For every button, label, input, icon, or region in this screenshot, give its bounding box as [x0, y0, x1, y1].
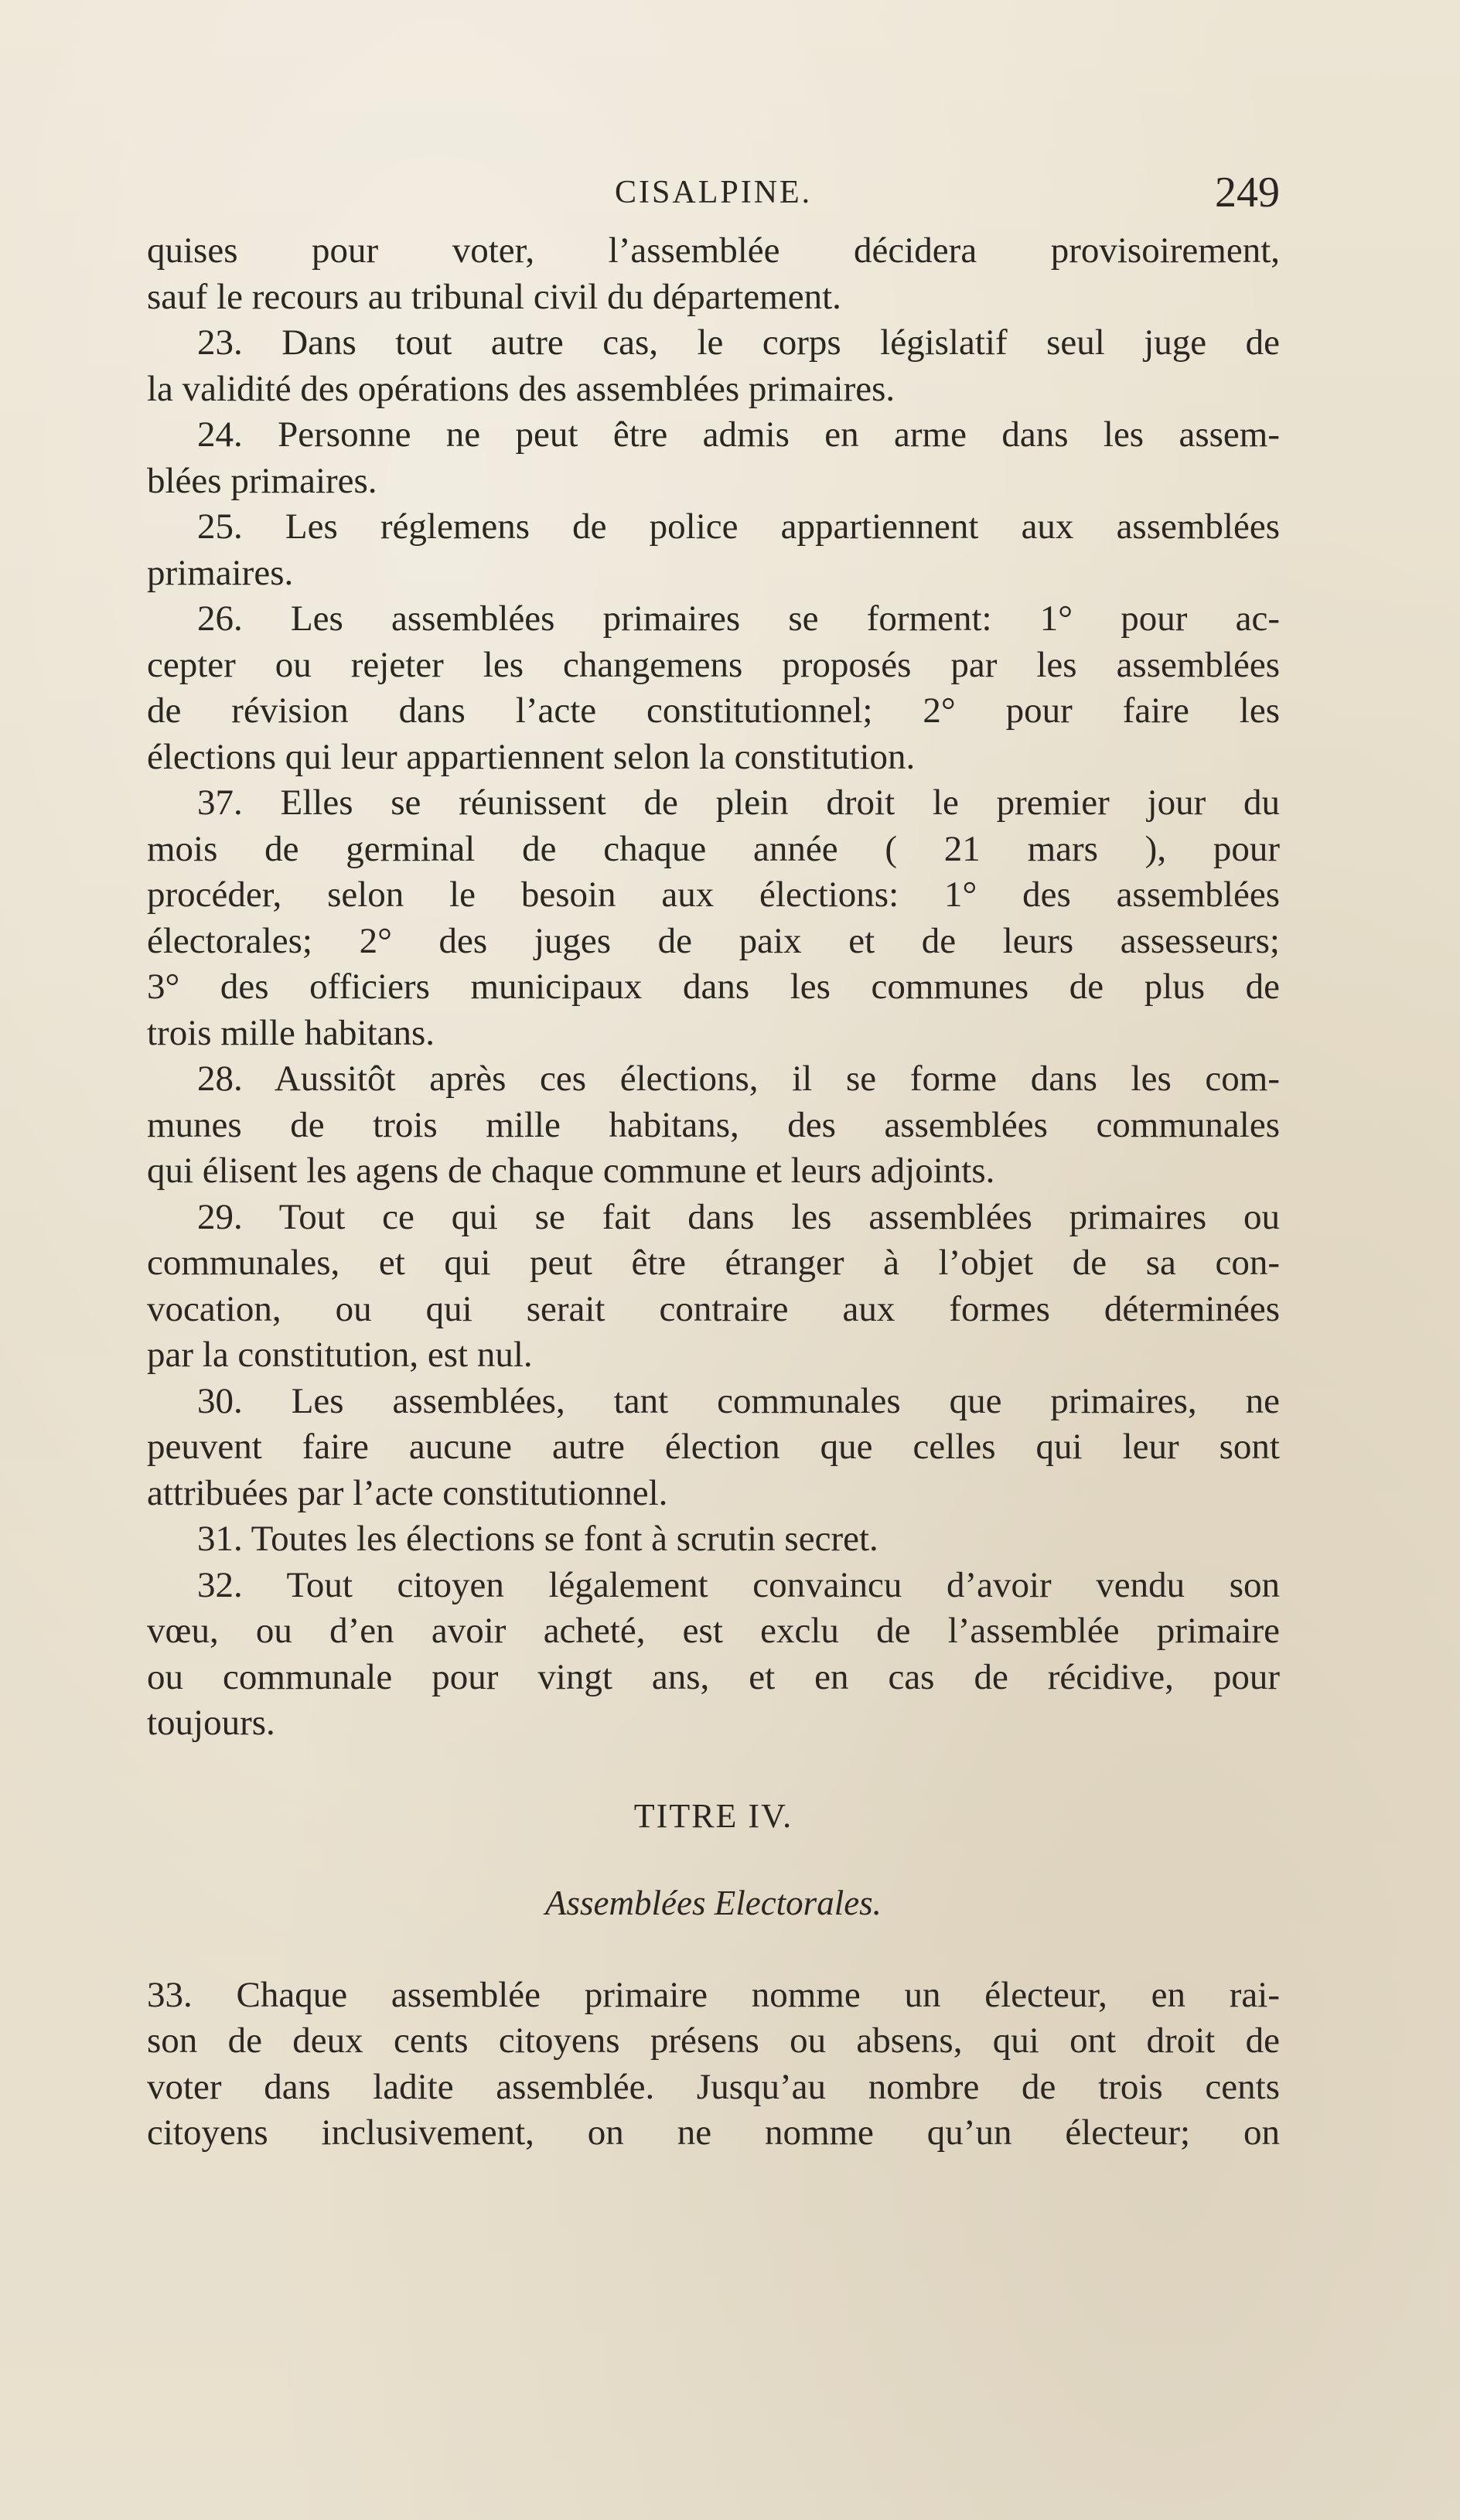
text-line: ou communale pour vingt ans, et en cas de récidive, pour: [147, 1656, 1280, 1697]
text-line: vocation, ou qui serait contraire aux formes déterminées: [147, 1288, 1280, 1329]
text-line: la validité des opérations des assemblées primaires.: [147, 368, 895, 409]
text-line: 3° des officiers municipaux dans les communes de plus de: [147, 967, 1280, 1007]
page-number: 249: [1215, 169, 1280, 217]
article-31: 31. Toutes les élections se font à scrutin secret.: [197, 1519, 878, 1559]
text-line: élections qui leur appartiennent selon la constitution.: [147, 736, 916, 777]
section-title: TITRE IV.: [633, 1796, 793, 1835]
page-text-block: [147, 169, 1280, 2157]
text-line: mois de germinal de chaque année ( 21 mars ), pour: [147, 828, 1280, 869]
article-26: 26. Les assemblées primaires se forment: 1° pour ac-: [197, 598, 1280, 639]
text-line: primaires.: [147, 552, 294, 593]
text-line: cepter ou rejeter les changemens proposés par les assemblées: [147, 644, 1280, 685]
article-29: 29. Tout ce qui se fait dans les assemblées primaires ou: [197, 1196, 1280, 1237]
article-30: 30. Les assemblées, tant communales que primaires, ne: [197, 1380, 1280, 1421]
text-line: son de deux cents citoyens présens ou absens, qui ont droit de: [147, 2020, 1280, 2061]
text-line: voter dans ladite assemblée. Jusqu’au nombre de trois cents: [147, 2066, 1280, 2107]
article-27: 37. Elles se réunissent de plein droit le premier jour du: [197, 783, 1280, 823]
section-subtitle: Assemblées Electorales.: [545, 1883, 882, 1922]
body-text-part-2: [147, 1973, 1280, 2157]
article-32: 32. Tout citoyen légalement convaincu d’avoir vendu son: [197, 1564, 1280, 1605]
text-line: citoyens inclusivement, on ne nomme qu’un électeur; on: [147, 2113, 1280, 2153]
section-spacer: [147, 1926, 1280, 1973]
article-25: 25. Les réglemens de police appartiennent aux assemblées: [197, 506, 1280, 547]
text-line: quises pour voter, l’assemblée décidera provisoirement,: [147, 230, 1280, 271]
article-33: 33. Chaque assemblée primaire nomme un électeur, en rai-: [147, 1974, 1280, 2015]
text-line: munes de trois mille habitans, des assemblées communales: [147, 1104, 1280, 1145]
text-line: communales, et qui peut être étranger à l’objet de sa con-: [147, 1243, 1280, 1283]
text-line: de révision dans l’acte constitutionnel; 2° pour faire les: [147, 691, 1280, 731]
text-line: par la constitution, est nul.: [147, 1335, 533, 1375]
text-line: électorales; 2° des juges de paix et de leurs assesseurs;: [147, 920, 1280, 961]
running-title: CISALPINE.: [615, 175, 813, 210]
article-24: 24. Personne ne peut être admis en arme dans les assem-: [197, 414, 1280, 455]
body-text-part-1: [147, 228, 1280, 1747]
text-line: procéder, selon le besoin aux élections: 1° des assemblées: [147, 875, 1280, 915]
text-line: attribuées par l’acte constitutionnel.: [147, 1472, 668, 1513]
text-line: blées primaires.: [147, 460, 377, 501]
text-line: vœu, ou d’en avoir acheté, est exclu de l’assemblée primaire: [147, 1611, 1280, 1651]
text-line: toujours.: [147, 1703, 275, 1743]
text-line: sauf le recours au tribunal civil du département.: [147, 276, 841, 317]
running-header: [147, 169, 1280, 228]
article-23: 23. Dans tout autre cas, le corps législatif seul juge de: [197, 322, 1280, 363]
text-line: qui élisent les agens de chaque commune et leurs adjoints.: [147, 1151, 995, 1191]
article-28: 28. Aussitôt après ces élections, il se forme dans les com-: [197, 1059, 1280, 1099]
text-line: trois mille habitans.: [147, 1012, 435, 1053]
text-line: peuvent faire aucune autre élection que celles qui leur sont: [147, 1427, 1280, 1467]
